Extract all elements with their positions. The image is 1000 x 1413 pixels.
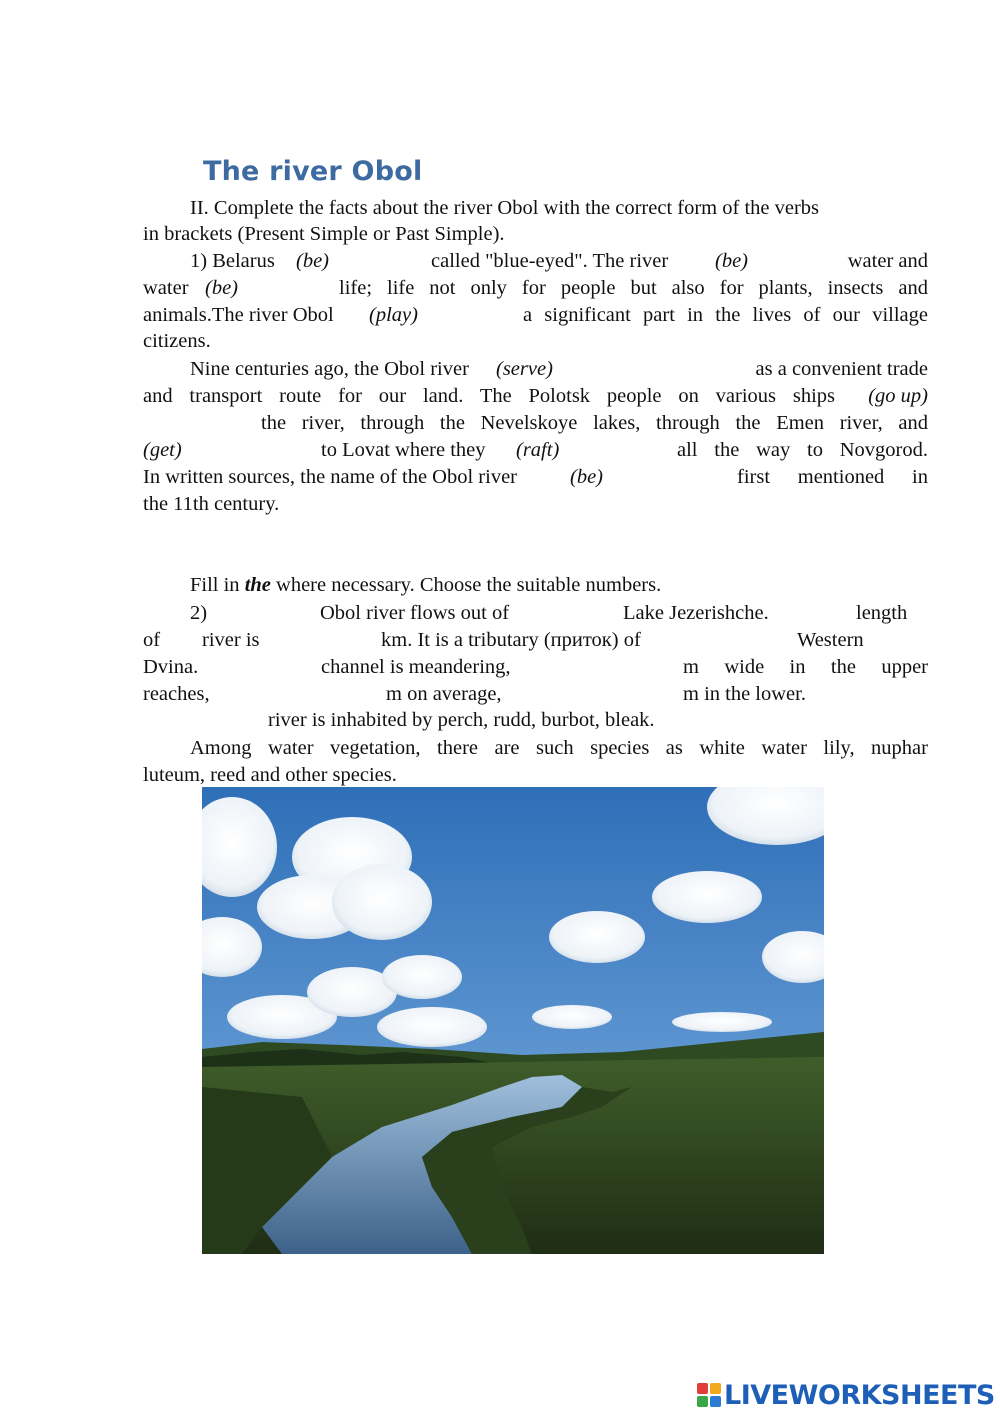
task2-line-6: Among water vegetation, there are such species as white water lily, nuphar	[190, 737, 928, 759]
paragraph-2-line-4: (get) to Lovat where they (raft) all the way to Novgorod.	[143, 439, 928, 461]
answer-blank[interactable]	[543, 654, 673, 676]
task2-line-1: 2) Obol river flows out of Lake Jezerishche. length	[190, 602, 908, 624]
answer-blank[interactable]	[582, 356, 712, 378]
page-title: The river Obol	[203, 156, 423, 187]
river-photo	[202, 787, 824, 1254]
paragraph-2-line-3: the river, through the Nevelskoye lakes, through the Emen river, and	[143, 410, 928, 436]
task2-line-3: Dvina. channel is meandering, m wide in the upper	[143, 656, 928, 678]
task2-line-5: river is inhabited by perch, rudd, burbot, bleak.	[143, 707, 928, 733]
task2-line-4: reaches, m on average, m in the lower.	[143, 683, 806, 705]
instruction-line-2: in brackets (Present Simple or Past Simple).	[143, 223, 505, 245]
answer-blank[interactable]	[550, 600, 620, 622]
liveworksheets-logo	[697, 1378, 995, 1412]
answer-blank[interactable]	[220, 600, 315, 622]
answer-blank[interactable]	[171, 627, 199, 649]
answer-blank[interactable]	[433, 302, 519, 324]
answer-blank[interactable]	[760, 248, 828, 270]
answer-blank[interactable]	[340, 248, 428, 270]
answer-blank[interactable]	[780, 600, 850, 622]
answer-blank[interactable]	[193, 437, 313, 459]
instruction-line-1: II. Complete the facts about the river Obol with the correct form of the verbs	[190, 197, 820, 219]
paragraph-2-line-2: and transport route for our land. The Polotsk people on various ships (go up)	[143, 385, 928, 407]
paragraph-2-line-1: Nine centuries ago, the Obol river (serve) as a convenient trade	[190, 358, 928, 380]
answer-blank[interactable]	[249, 275, 335, 297]
answer-blank[interactable]	[223, 681, 373, 703]
answer-blank[interactable]	[275, 627, 375, 649]
logo-text: LIVEWORKSHEETS	[724, 1379, 995, 1411]
paragraph-1-line-4: citizens.	[143, 330, 211, 352]
logo-icon	[697, 1383, 721, 1407]
paragraph-1-line-2: water (be) life; life not only for people but also for plants, insects and	[143, 277, 928, 299]
paragraph-2-line-5: In written sources, the name of the Obol river (be) first mentioned in	[143, 466, 928, 488]
paragraph-2-line-6: the 11th century.	[143, 493, 280, 515]
task2-line-7: luteum, reed and other species.	[143, 764, 397, 786]
answer-blank[interactable]	[615, 464, 725, 486]
answer-blank[interactable]	[523, 681, 673, 703]
answer-blank[interactable]	[571, 437, 671, 459]
answer-blank[interactable]	[143, 410, 253, 432]
answer-blank[interactable]	[703, 627, 793, 649]
answer-blank[interactable]	[207, 654, 317, 676]
paragraph-1-line-3: animals.The river Obol (play) a significant part in the lives of our village	[143, 304, 928, 326]
task2-line-2: of river is km. It is a tributary (приток) of Western	[143, 629, 864, 651]
task2-instruction: Fill in the where necessary. Choose the suitable numbers.	[190, 574, 662, 596]
paragraph-1-line-1: 1) Belarus (be) called "blue-eyed". The river (be) water and	[190, 250, 928, 272]
answer-blank[interactable]	[143, 707, 261, 729]
